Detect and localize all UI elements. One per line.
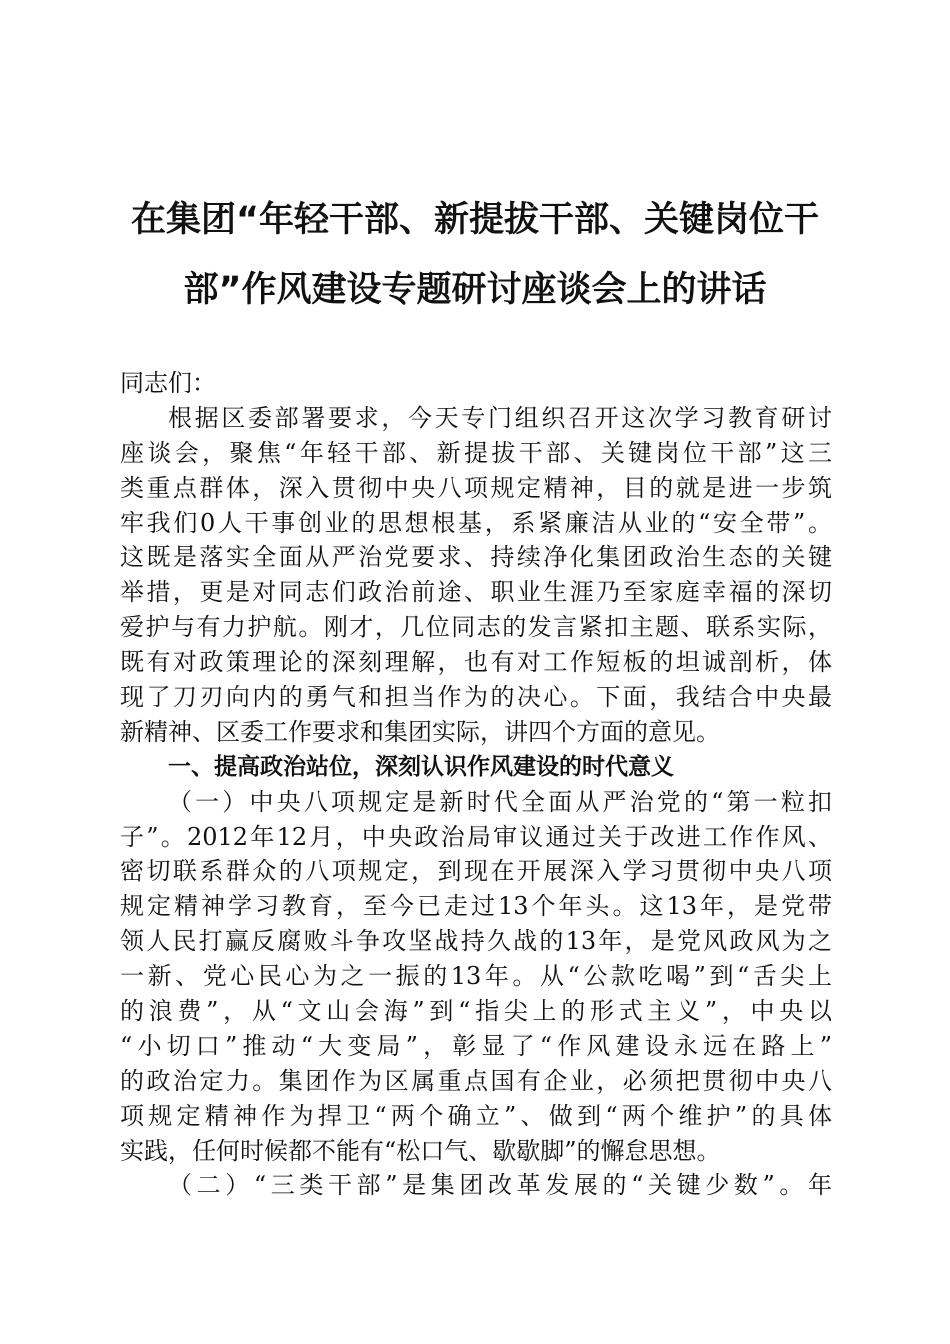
paragraph-line: 密切联系群众的八项规定，到现在开展深入学习贯彻中央八项: [120, 857, 832, 886]
paragraph-line: 规定精神学习教育，至今已走过13个年头。这13年，是党带: [120, 892, 832, 921]
document-title-line-2: 部”作风建设专题研讨座谈会上的讲话: [183, 270, 767, 310]
paragraph-line: 类重点群体，深入贯彻中央八项规定精神，目的就是进一步筑: [120, 473, 832, 502]
paragraph-line: 爱护与有力护航。刚才，几位同志的发言紧扣主题、联系实际，: [120, 613, 832, 642]
paragraph-line: 实践，任何时候都不能有“松口气、歇歇脚”的懈怠思想。: [120, 1136, 721, 1165]
paragraph-line: 的浪费”，从“文山会海”到“指尖上的形式主义”，中央以: [120, 997, 832, 1026]
paragraph-line: （一）中央八项规定是新时代全面从严治党的“第一粒扣: [168, 787, 832, 816]
paragraph-line: 子”。2012年12月，中央政治局审议通过关于改进工作作风、: [120, 822, 832, 851]
paragraph-line: 举措，更是对同志们政治前途、职业生涯乃至家庭幸福的深切: [120, 578, 832, 607]
paragraph-line: 牢我们0人干事创业的思想根基，系紧廉洁从业的“安全带”。: [120, 508, 832, 537]
paragraph-line: （二）“三类干部”是集团改革发展的“关键少数”。年: [168, 1171, 832, 1200]
paragraph-line: 的政治定力。集团作为区属重点国有企业，必须把贯彻中央八: [120, 1066, 832, 1095]
paragraph-line: 新精神、区委工作要求和集团实际，讲四个方面的意见。: [120, 717, 720, 746]
paragraph-line: 既有对政策理论的深刻理解，也有对工作短板的坦诚剖析，体: [120, 648, 832, 677]
paragraph-line: 座谈会，聚焦“年轻干部、新提拔干部、关键岗位干部”这三: [120, 438, 832, 467]
document-title-line-1: 在集团“年轻干部、新提拔干部、关键岗位干: [130, 200, 819, 240]
paragraph-line: “小切口”推动“大变局”，彰显了“作风建设永远在路上”: [120, 1031, 832, 1060]
paragraph-line: 根据区委部署要求，今天专门组织召开这次学习教育研讨: [168, 403, 832, 432]
paragraph-line: 这既是落实全面从严治党要求、持续净化集团政治生态的关键: [120, 543, 832, 572]
paragraph-line: 一新、党心民心为之一振的13年。从“公款吃喝”到“舌尖上: [120, 962, 832, 991]
paragraph-line: 项规定精神作为捍卫“两个确立”、做到“两个维护”的具体: [120, 1101, 832, 1130]
paragraph-line: 现了刀刃向内的勇气和担当作为的决心。下面，我结合中央最: [120, 683, 832, 712]
salutation: 同志们：: [120, 369, 216, 397]
section-heading: 一、提高政治站位，深刻认识作风建设的时代意义: [168, 753, 674, 780]
paragraph-line: 领人民打赢反腐败斗争攻坚战持久战的13年，是党风政风为之: [120, 927, 832, 956]
document-body: [120, 366, 832, 1203]
